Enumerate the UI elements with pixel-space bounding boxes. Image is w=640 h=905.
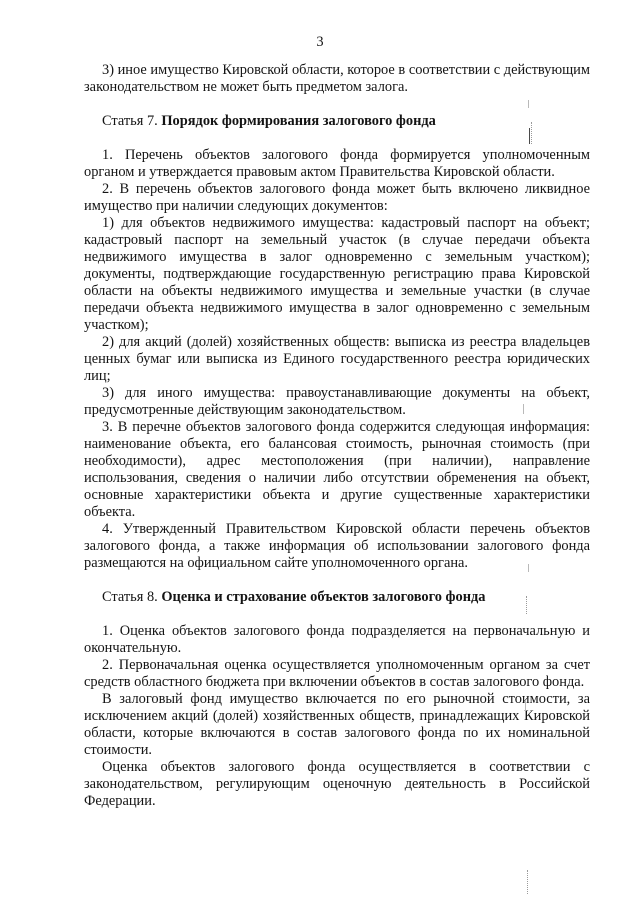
intro-paragraph: 3) иное имущество Кировской области, которое в соответствии с действующим законодательством не может быть предметом залога. [84,62,590,95]
article-7-paragraph: 4. Утвержденный Правительством Кировской области перечень объектов залогового фонда, а также информация об использовании залогового фонда размещаются на официальном сайте уполномоченного органа. [84,521,590,571]
article-7-paragraph: 1) для объектов недвижимого имущества: кадастровый паспорт на объект; кадастровый паспорт на земельный участок (в случае передачи объекта недвижимого имущества в залог одновременно с земельным участком); документы, подтверждающие государственную регистрацию права Кировской области на объекты недвижимого имущества и земельные участки (в случае передачи объекта недвижимого имущества в залог одновременно с земельным участком); [84,215,590,333]
article-7-title: Порядок формирования залогового фонда [161,113,436,129]
article-8-prefix: Статья 8. [102,589,162,605]
scan-mark [523,404,524,414]
document-body [84,62,590,810]
scan-mark [531,122,532,144]
article-7-paragraph: 2) для акций (долей) хозяйственных обществ: выписка из реестра владельцев ценных бумаг или выписка из Единого государственного реестра юридических лиц; [84,334,590,384]
article-8-heading [84,589,590,606]
article-7-paragraph: 3) для иного имущества: правоустанавливающие документы на объект, предусмотренные действующим законодательством. [84,385,590,418]
article-7-paragraph: 2. В перечень объектов залогового фонда может быть включено ликвидное имущество при наличии следующих документов: [84,181,590,214]
scan-mark [526,596,527,614]
article-7-heading [84,113,590,130]
scan-mark [528,564,529,572]
article-8-paragraph: 1. Оценка объектов залогового фонда подразделяется на первоначальную и окончательную. [84,623,590,656]
page-number: 3 [316,34,324,50]
article-7-prefix: Статья 7. [102,113,162,129]
article-7-paragraph: 3. В перечне объектов залогового фонда содержится следующая информация: наименование объекта, его балансовая стоимость, рыночная стоимость (при необходимости), адрес местоположения (при наличии), направление использования, сведения о наличии либо отсутствии обременения на объект, основные характеристики объекта и другие существенные характеристики объекта. [84,419,590,520]
scan-mark [527,870,528,894]
article-8-title: Оценка и страхование объектов залогового фонда [161,589,486,605]
scan-mark [528,100,529,108]
article-8-paragraph: В залоговый фонд имущество включается по его рыночной стоимости, за исключением акций (долей) хозяйственных обществ, принадлежащих Кировской области, которые включаются в состав залогового фонда по их номинальной стоимости. [84,691,590,758]
scan-mark [525,701,526,711]
scan-mark [529,128,530,144]
article-8-paragraph: 2. Первоначальная оценка осуществляется уполномоченным органом за счет средств областного бюджета при включении объектов в состав залогового фонда. [84,657,590,690]
article-8-paragraph: Оценка объектов залогового фонда осуществляется в соответствии с законодательством, регулирующим оценочную деятельность в Российской Федерации. [84,759,590,809]
article-7-paragraph: 1. Перечень объектов залогового фонда формируется уполномоченным органом и утверждается правовым актом Правительства Кировской области. [84,147,590,180]
